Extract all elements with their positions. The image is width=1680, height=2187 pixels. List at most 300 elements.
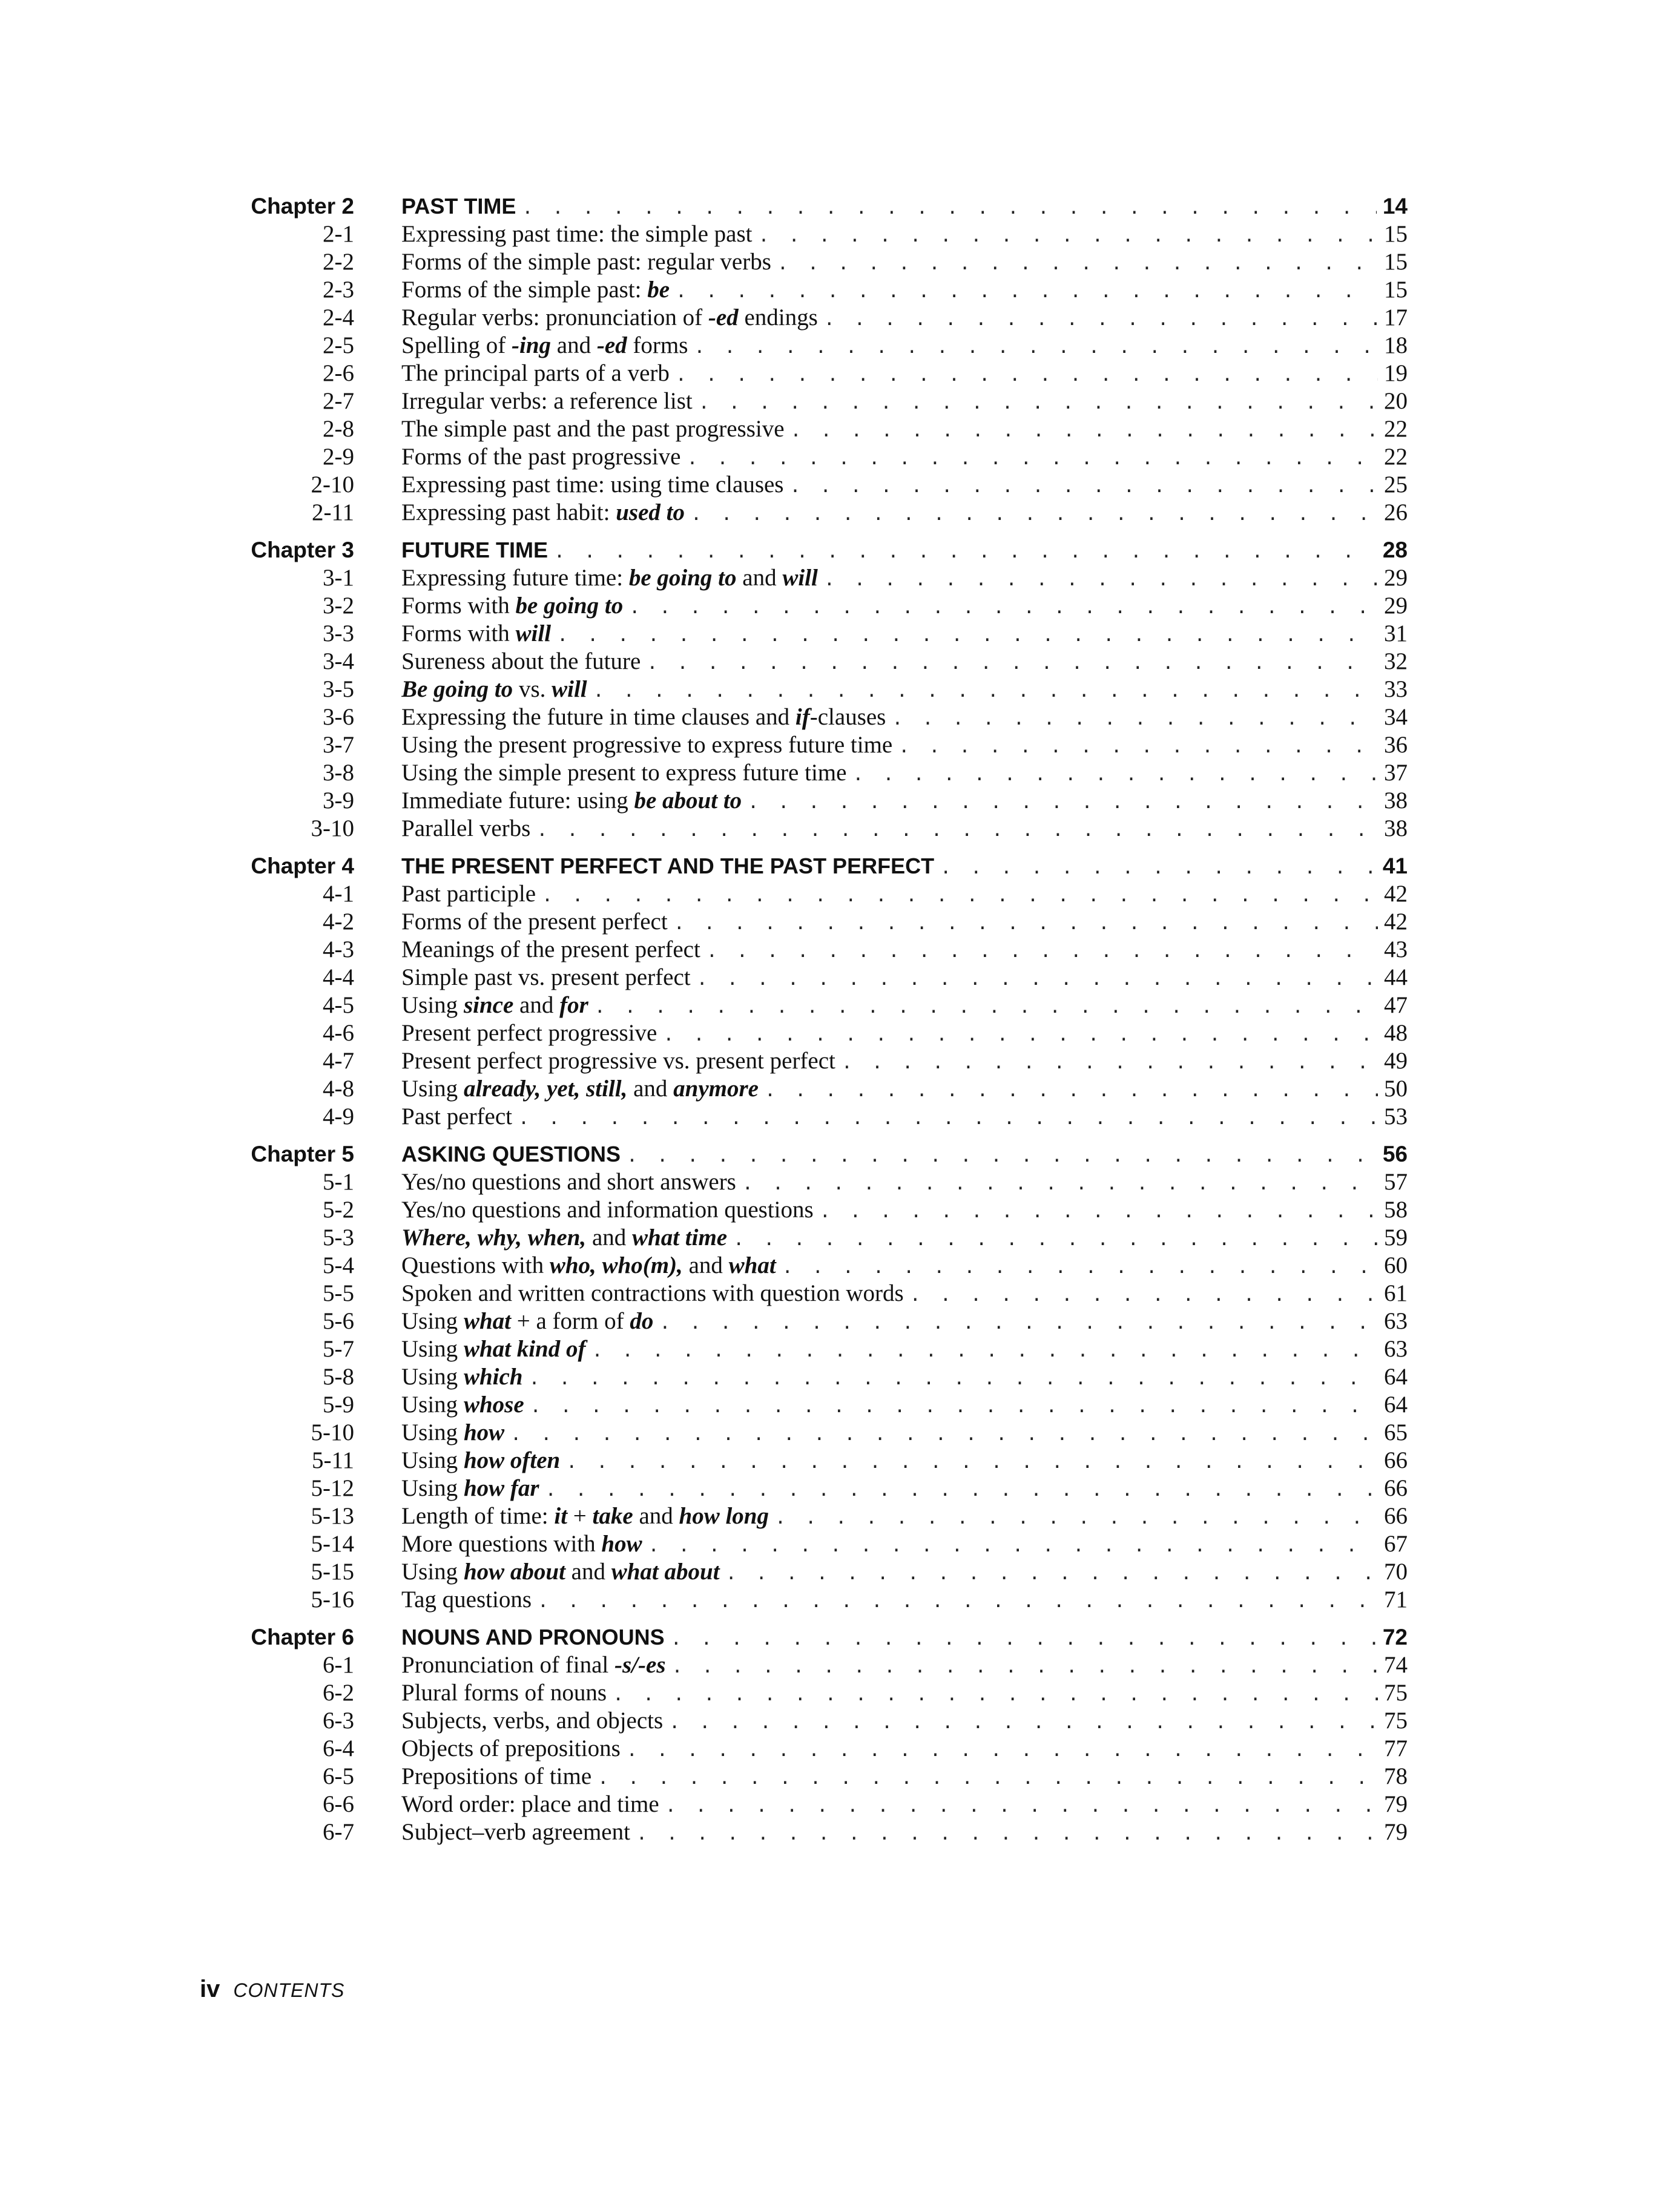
section-title [401,936,700,964]
section-title [401,592,623,620]
section-title-text: Questions with [401,1252,550,1278]
section-title [401,787,742,815]
section-title-text: Word order: place and time [401,1791,659,1817]
dot-leader [820,1198,1378,1226]
chapter-label: Chapter 4 [251,853,354,878]
section-title-emphasis: -ed [596,332,627,358]
section-number: 6-3 [323,1708,354,1734]
section-title [401,1419,504,1447]
section-title-emphasis: take [592,1503,633,1529]
section-entry [401,1224,1408,1254]
section-row [209,1502,1408,1530]
section-row [209,1103,1408,1131]
section-title-text: Immediate future: using [401,788,634,814]
section-number: 2-5 [323,332,354,358]
section-number: 6-2 [323,1680,354,1706]
section-title-emphasis: what [463,1308,511,1334]
section-entry [401,1447,1408,1476]
section-row [209,248,1408,276]
section-title-text: Present perfect progressive vs. present perfect [401,1048,835,1074]
dot-leader [629,594,1378,622]
chapter-page-number: 72 [1382,1625,1408,1649]
section-title-text: vs. [513,676,552,702]
section-row [209,964,1408,992]
section-title-text: Forms of the past progressive [401,444,681,470]
section-entry [401,648,1408,677]
section-title-text: and [565,1559,611,1585]
section-title [401,248,771,276]
section-number: 4-5 [323,992,354,1018]
section-entry [401,1391,1408,1421]
section-page-number: 36 [1384,732,1408,758]
section-row [209,992,1408,1019]
section-title [401,276,670,304]
section-row [209,276,1408,304]
section-page-number: 26 [1384,499,1408,525]
section-page-number: 31 [1384,620,1408,646]
section-title-emphasis: -ed [708,304,739,331]
section-entry [401,992,1408,1021]
chapter-page-number: 56 [1382,1142,1408,1166]
dot-leader [557,622,1378,650]
section-title-text: Plural forms of nouns [401,1680,607,1706]
section-page-number: 48 [1384,1020,1408,1046]
section-number: 2-10 [311,472,354,498]
page-footer [200,1976,344,2003]
section-title-text: Using [401,1076,464,1102]
section-page-number: 64 [1384,1364,1408,1390]
section-number: 3-3 [323,620,354,646]
section-title [401,1363,522,1391]
section-title [401,415,785,443]
section-number: 4-2 [323,909,354,935]
section-entry [401,1196,1408,1226]
dot-leader [842,1049,1378,1077]
dot-leader [687,445,1378,473]
section-entry [401,1679,1408,1709]
section-title-text: Expressing past time: using time clauses [401,472,784,498]
section-entry [401,1502,1408,1532]
section-row [209,1475,1408,1502]
chapter-block [209,1623,1408,1846]
section-title-text: and [682,1252,729,1278]
section-row [209,703,1408,731]
dot-leader [592,1337,1379,1365]
section-row [209,936,1408,964]
chapter-page-number: 14 [1382,194,1408,219]
section-entry [401,387,1408,417]
section-page-number: 29 [1384,593,1408,619]
section-entry [401,1168,1408,1198]
section-title-text: Past perfect [401,1103,513,1130]
section-number: 2-2 [323,249,354,275]
section-page-number: 59 [1384,1225,1408,1251]
section-number: 2-11 [311,499,354,525]
section-page-number: 66 [1384,1447,1408,1473]
dot-leader [940,854,1377,882]
section-row [209,1391,1408,1419]
dot-leader [672,1653,1379,1681]
section-title [401,1019,657,1047]
dot-leader [910,1281,1378,1309]
section-row [209,1363,1408,1391]
section-row [209,220,1408,248]
section-entry [401,1651,1408,1681]
section-row [209,592,1408,620]
dot-leader [627,1142,1377,1170]
section-title [401,1558,720,1586]
section-number: 4-7 [323,1048,354,1074]
section-title-emphasis: how far [463,1475,539,1501]
section-title [401,1280,904,1307]
chapter-heading-row [209,1140,1408,1168]
running-footer-label: CONTENTS [233,1979,345,2001]
dot-leader [676,361,1378,389]
section-title-emphasis: be going to [515,593,624,619]
section-number: 6-7 [323,1819,354,1845]
section-number: 5-10 [311,1419,354,1445]
section-title-emphasis: already, yet, still, [463,1076,628,1102]
section-entry [401,1735,1408,1764]
section-entry [401,908,1408,938]
dot-leader [542,882,1378,910]
chapter-block [209,536,1408,843]
section-title-text: Parallel verbs [401,815,531,841]
section-title-text: Expressing past habit: [401,499,616,525]
section-number: 4-4 [323,964,354,990]
chapter-heading-row [209,1623,1408,1651]
section-row [209,1818,1408,1846]
section-title-emphasis: how [463,1419,505,1445]
chapter-entry [401,852,1408,882]
chapter-heading-row [209,192,1408,220]
section-title-text: Using [401,1364,464,1390]
section-number: 3-7 [323,732,354,758]
section-title-emphasis: how often [463,1447,561,1473]
dot-leader [765,1077,1378,1105]
section-row [209,1763,1408,1791]
section-entry [401,1558,1408,1588]
section-title-emphasis: Be going to [401,676,513,702]
section-title [401,1103,512,1131]
section-row [209,620,1408,648]
section-page-number: 29 [1384,565,1408,591]
dot-leader [529,1365,1378,1393]
section-number: 5-2 [323,1197,354,1223]
section-title-text: Using [401,1475,464,1501]
section-number: 5-9 [323,1392,354,1418]
section-title-text: Using the present progressive to express future time [401,732,893,758]
dot-leader [775,1504,1378,1532]
section-entry [401,1280,1408,1309]
dot-leader [697,965,1378,993]
section-title [401,564,818,592]
section-title-emphasis: used to [616,499,685,525]
section-row [209,815,1408,843]
section-entry [401,1419,1408,1449]
dot-leader [669,1709,1378,1737]
section-page-number: 47 [1384,992,1408,1018]
section-entry [401,564,1408,594]
dot-leader [791,417,1378,445]
section-title-text: Forms of the simple past: regular verbs [401,249,771,275]
chapter-title: PAST TIME [401,194,516,219]
section-entry [401,592,1408,622]
section-number: 5-14 [311,1531,354,1557]
dot-leader [892,705,1378,733]
section-number: 5-3 [323,1225,354,1251]
section-page-number: 20 [1384,388,1408,414]
section-entry [401,815,1408,844]
section-entry [401,1475,1408,1504]
section-row [209,1196,1408,1224]
dot-leader [759,222,1379,250]
section-row [209,1019,1408,1047]
section-row [209,1280,1408,1307]
section-title-text: Forms of the present perfect [401,909,668,935]
section-title [401,1168,736,1196]
section-title-text: Yes/no questions and information questions [401,1197,814,1223]
dot-leader [824,566,1378,594]
section-title [401,964,691,992]
section-title [401,759,846,787]
section-page-number: 33 [1384,676,1408,702]
dot-leader [522,194,1377,222]
section-title-text: Simple past vs. present perfect [401,964,691,990]
section-row [209,1047,1408,1075]
section-row [209,360,1408,387]
section-entry [401,1363,1408,1393]
section-title-emphasis: it [554,1503,568,1529]
table-of-contents [209,192,1408,1856]
section-title [401,1818,630,1846]
section-number: 3-9 [323,788,354,814]
section-title-text: Spoken and written contractions with question words [401,1280,904,1306]
section-row [209,564,1408,592]
section-entry [401,1818,1408,1848]
section-title [401,1075,759,1103]
section-title [401,703,886,731]
section-row [209,1707,1408,1735]
section-page-number: 38 [1384,815,1408,841]
section-title-text: Expressing past time: the simple past [401,221,753,247]
section-title [401,471,783,499]
section-page-number: 18 [1384,332,1408,358]
dot-leader [545,1476,1378,1504]
section-title-text: Using [401,1419,464,1445]
section-row [209,787,1408,815]
chapter-entry [401,536,1408,566]
section-title-emphasis: do [630,1308,654,1334]
section-page-number: 50 [1384,1076,1408,1102]
section-title-emphasis: be [647,277,670,303]
section-entry [401,304,1408,334]
section-title-text: Using the simple present to express future time [401,760,847,786]
section-page-number: 71 [1384,1587,1408,1613]
section-page-number: 44 [1384,964,1408,990]
section-title [401,1530,642,1558]
section-title-emphasis: will [552,676,587,702]
section-row [209,1168,1408,1196]
section-title [401,1224,727,1252]
section-page-number: 42 [1384,881,1408,907]
section-number: 5-4 [323,1252,354,1278]
section-title-text: and [627,1076,674,1102]
section-page-number: 79 [1384,1791,1408,1817]
section-row [209,304,1408,332]
section-page-number: 61 [1384,1280,1408,1306]
section-title-text: Using [401,1447,464,1473]
section-page-number: 63 [1384,1336,1408,1362]
section-entry [401,471,1408,501]
section-row [209,1252,1408,1280]
section-row [209,1447,1408,1475]
section-row [209,1679,1408,1707]
section-title [401,499,685,527]
section-title-text: The principal parts of a verb [401,360,670,386]
section-title-text: and [586,1225,632,1251]
section-page-number: 77 [1384,1735,1408,1761]
section-title-text: and [633,1503,679,1529]
section-number: 2-8 [323,416,354,442]
section-page-number: 49 [1384,1048,1408,1074]
dot-leader [613,1681,1378,1709]
section-title-text: Prepositions of time [401,1763,592,1789]
section-number: 5-5 [323,1280,354,1306]
section-row [209,415,1408,443]
section-entry [401,220,1408,250]
section-number: 2-7 [323,388,354,414]
dot-leader [648,1532,1378,1560]
section-title-emphasis: anymore [673,1076,759,1102]
section-number: 6-1 [323,1652,354,1678]
section-page-number: 34 [1384,704,1408,730]
section-title [401,1475,539,1502]
dot-leader [742,1170,1378,1198]
section-entry [401,1335,1408,1365]
section-page-number: 53 [1384,1103,1408,1130]
section-page-number: 19 [1384,360,1408,386]
section-row [209,908,1408,936]
section-page-number: 25 [1384,472,1408,498]
chapter-label: Chapter 5 [251,1142,354,1166]
section-title-emphasis: how about [463,1559,565,1585]
section-title-text: Using [401,992,464,1018]
section-number: 3-10 [311,815,354,841]
section-title-text: More questions with [401,1531,602,1557]
section-row [209,1735,1408,1763]
section-title-text: The simple past and the past progressive [401,416,785,442]
section-number: 3-6 [323,704,354,730]
section-title-text: Forms with [401,620,516,646]
section-page-number: 22 [1384,444,1408,470]
section-entry [401,1763,1408,1792]
section-entry [401,360,1408,389]
dot-leader [538,1588,1378,1616]
section-title-emphasis: Where, why, when, [401,1225,587,1251]
section-title-text: Forms of the simple past: [401,277,648,303]
dot-leader [691,501,1378,528]
section-title-emphasis: who, who(m), [549,1252,683,1278]
section-number: 3-8 [323,760,354,786]
section-title-emphasis: will [515,620,552,646]
dot-leader [510,1421,1378,1449]
dot-leader [566,1449,1378,1476]
section-entry [401,1530,1408,1560]
section-page-number: 67 [1384,1531,1408,1557]
section-page-number: 66 [1384,1503,1408,1529]
section-title [401,620,551,648]
section-title-emphasis: be about to [634,788,742,814]
section-number: 4-9 [323,1103,354,1130]
section-entry [401,1586,1408,1616]
section-title [401,815,530,843]
section-row [209,1335,1408,1363]
section-page-number: 38 [1384,788,1408,814]
section-title-emphasis: what time [632,1225,728,1251]
section-title-text: Present perfect progressive [401,1020,657,1046]
section-title-emphasis: -ing [512,332,552,358]
section-title-text: endings [738,304,818,331]
section-title-text: Using [401,1308,464,1334]
section-title-emphasis: what about [611,1559,720,1585]
dot-leader [676,278,1378,306]
section-row [209,1530,1408,1558]
section-page-number: 32 [1384,648,1408,674]
section-row [209,1791,1408,1818]
chapter-label: Chapter 3 [251,538,354,562]
section-number: 5-8 [323,1364,354,1390]
section-title [401,1447,560,1475]
section-number: 5-16 [311,1587,354,1613]
section-title-emphasis: whose [463,1392,524,1418]
dot-leader [852,761,1378,789]
section-page-number: 64 [1384,1392,1408,1418]
section-page-number: 60 [1384,1252,1408,1278]
section-page-number: 70 [1384,1559,1408,1585]
section-title-text: Using [401,1392,464,1418]
chapter-heading-row [209,852,1408,880]
section-number: 5-13 [311,1503,354,1529]
section-title-emphasis: -s/-es [614,1652,666,1678]
section-title-text: Subjects, verbs, and objects [401,1708,664,1734]
section-title [401,1502,769,1530]
section-page-number: 43 [1384,936,1408,962]
section-entry [401,1252,1408,1281]
section-title-text: Subject–verb agreement [401,1819,630,1845]
section-page-number: 79 [1384,1819,1408,1845]
section-page-number: 37 [1384,760,1408,786]
section-title [401,1252,776,1280]
dot-leader [659,1309,1378,1337]
chapter-block [209,192,1408,527]
section-title-text: Expressing future time: [401,565,629,591]
section-entry [401,676,1408,705]
section-title-text: Yes/no questions and short answers [401,1169,736,1195]
section-page-number: 15 [1384,249,1408,275]
section-title-emphasis: what kind of [463,1336,586,1362]
dot-leader [647,650,1378,677]
chapter-label: Chapter 2 [251,194,354,219]
section-title [401,1047,835,1075]
section-row [209,499,1408,527]
section-entry [401,1307,1408,1337]
section-title-emphasis: will [782,565,818,591]
page-number: iv [200,1976,220,2002]
section-title [401,1335,586,1363]
section-number: 6-4 [323,1735,354,1761]
section-number: 5-15 [311,1559,354,1585]
